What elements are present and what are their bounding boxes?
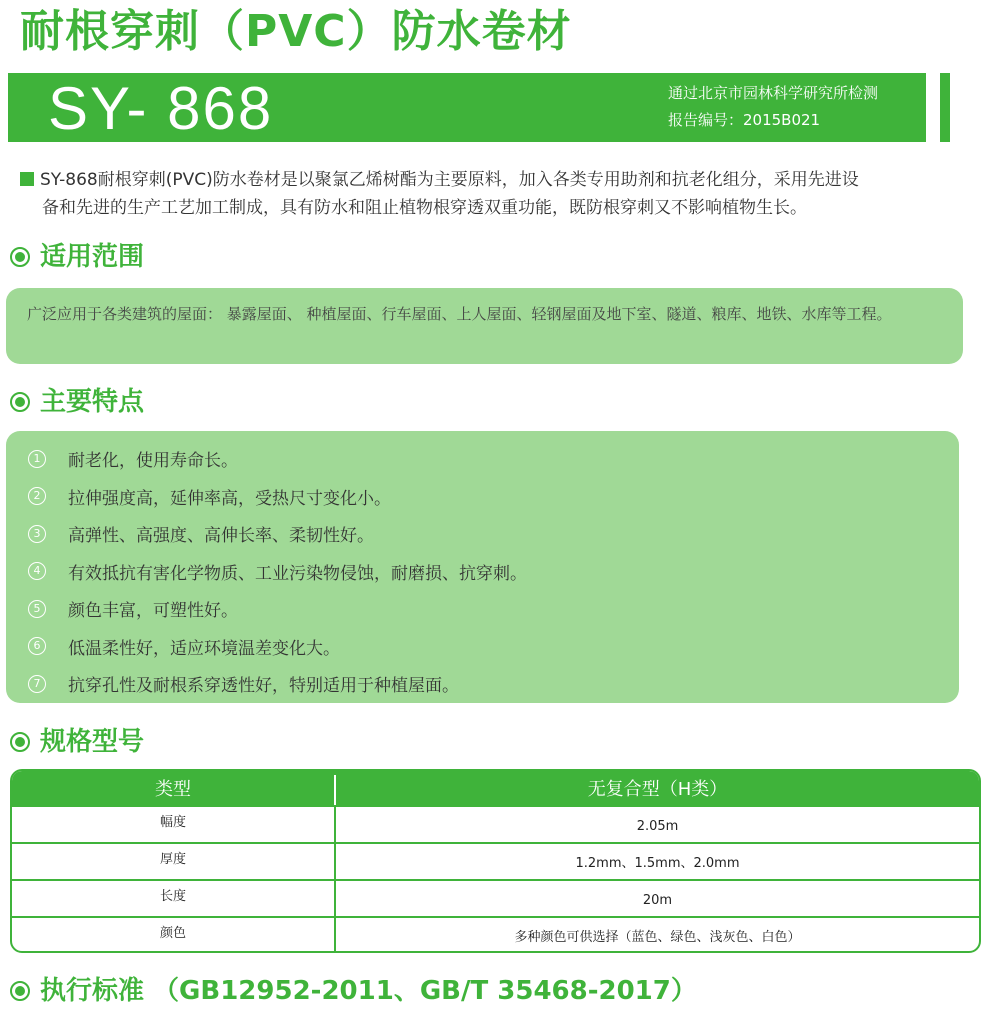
scope-heading xyxy=(10,240,144,274)
row-label: 长度 xyxy=(159,889,186,904)
page-title: 耐根穿刺（PVC）防水卷材 xyxy=(20,6,572,57)
number-circle-icon: 2 xyxy=(28,487,46,505)
certification-line: 通过北京市园林科学研究所检测 xyxy=(668,84,879,102)
bullseye-icon xyxy=(10,392,30,412)
number-circle-icon: 3 xyxy=(28,525,46,543)
table-row xyxy=(12,918,979,953)
intro-line-2: 备和先进的生产工艺加工制成，具有防水和阻止植物根穿透双重功能，既防根穿刺又不影响植物生长。 xyxy=(42,198,807,218)
table-row xyxy=(12,881,979,918)
standard-heading-text: 执行标准 （GB12952-2011、GB/T 35468-2017） xyxy=(40,976,697,1006)
list-item xyxy=(28,553,527,591)
list-item xyxy=(28,478,527,516)
list-item xyxy=(28,628,527,666)
number-circle-icon: 6 xyxy=(28,637,46,655)
row-value: 1.2mm、1.5mm、2.0mm xyxy=(575,856,740,871)
bullseye-icon xyxy=(10,981,30,1001)
list-item xyxy=(28,590,527,628)
certification-info xyxy=(668,80,878,134)
specs-heading xyxy=(10,725,144,759)
scope-heading-text: 适用范围 xyxy=(40,242,145,272)
number-circle-icon: 4 xyxy=(28,562,46,580)
feature-text: 有效抵抗有害化学物质、工业污染物侵蚀，耐磨损、抗穿刺。 xyxy=(68,563,527,584)
intro-line-1: SY-868耐根穿刺(PVC)防水卷材是以聚氯乙烯树酯为主要原料，加入各类专用助剂和抗老化组分，采用先进设 xyxy=(40,170,859,190)
number-circle-icon: 7 xyxy=(28,675,46,693)
model-number: SY- 868 xyxy=(48,75,274,142)
row-value: 多种颜色可供选择（蓝色、绿色、浅灰色、白色） xyxy=(514,930,801,945)
spec-table xyxy=(10,769,981,953)
table-row xyxy=(12,844,979,881)
feature-text: 耐老化，使用寿命长。 xyxy=(68,451,238,472)
table-row xyxy=(12,807,979,844)
features-list xyxy=(28,440,527,703)
feature-text: 低温柔性好，适应环境温差变化大。 xyxy=(68,638,340,659)
product-intro xyxy=(20,166,960,222)
list-item xyxy=(28,665,527,703)
standard-heading xyxy=(10,974,697,1008)
specs-heading-text: 规格型号 xyxy=(40,727,145,757)
features-heading-text: 主要特点 xyxy=(40,387,145,417)
report-number: 报告编号：2015B021 xyxy=(668,111,821,129)
scope-panel xyxy=(6,288,963,364)
scope-text: 广泛应用于各类建筑的屋面： 暴露屋面、 种植屋面、行车屋面、上人屋面、轻钢屋面及地下室、隧道、粮库、地铁、水库等工程。 xyxy=(27,305,892,323)
row-value: 20m xyxy=(642,893,673,908)
banner-accent-bar xyxy=(940,73,950,142)
number-circle-icon: 1 xyxy=(28,450,46,468)
row-label: 厚度 xyxy=(159,852,186,867)
feature-text: 高弹性、高强度、高伸长率、柔韧性好。 xyxy=(68,526,374,547)
header-model: 无复合型（H类） xyxy=(587,779,728,800)
bullseye-icon xyxy=(10,732,30,752)
row-label: 颜色 xyxy=(159,926,186,941)
features-heading xyxy=(10,385,144,419)
spec-table-header xyxy=(12,771,979,807)
list-item xyxy=(28,440,527,478)
bullseye-icon xyxy=(10,247,30,267)
row-value: 2.05m xyxy=(636,819,679,834)
header-type: 类型 xyxy=(155,779,191,800)
list-item xyxy=(28,515,527,553)
feature-text: 抗穿孔性及耐根系穿透性好，特别适用于种植屋面。 xyxy=(68,676,459,697)
number-circle-icon: 5 xyxy=(28,600,46,618)
row-label: 幅度 xyxy=(159,815,186,830)
feature-text: 拉伸强度高，延伸率高，受热尺寸变化小。 xyxy=(68,488,391,509)
feature-text: 颜色丰富，可塑性好。 xyxy=(68,601,238,622)
square-bullet-icon xyxy=(20,172,34,186)
